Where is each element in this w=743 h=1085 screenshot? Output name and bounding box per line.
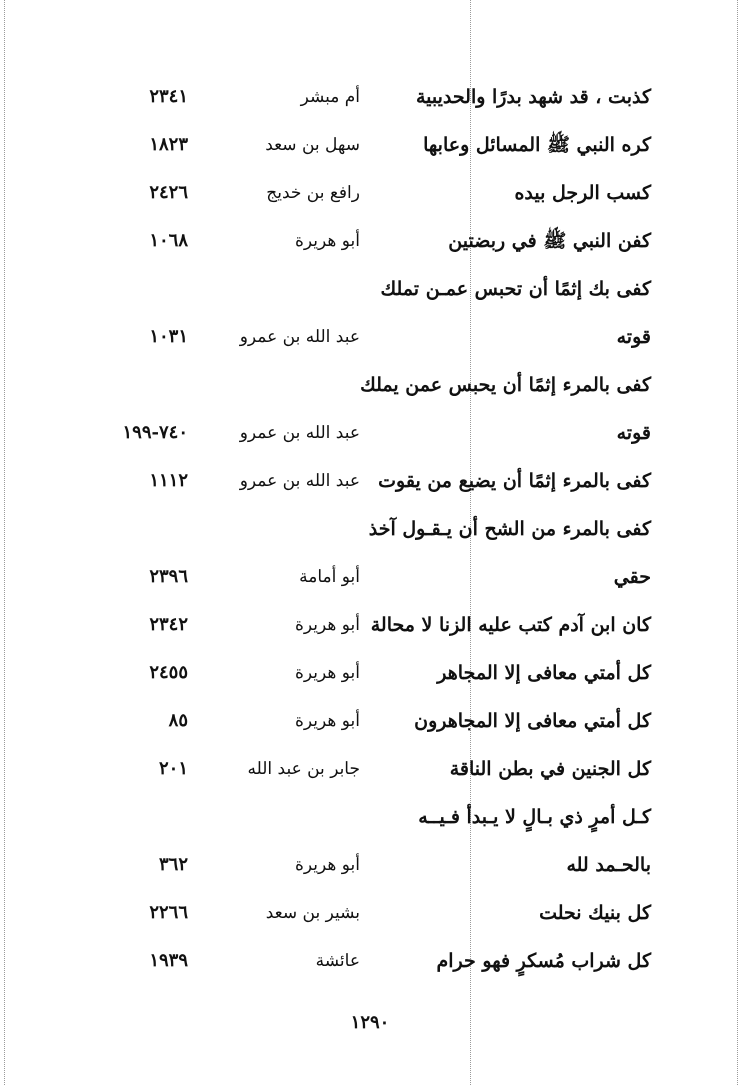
narrator-name: أبو هريرة xyxy=(294,231,360,251)
hadith-phrase: قوته xyxy=(616,326,651,348)
narrator-name: جابر بن عبد الله xyxy=(247,759,360,779)
index-entry xyxy=(0,841,743,889)
hadith-phrase: كـل أمرٍ ذي بـالٍ لا يـبدأ فـيــه xyxy=(418,806,651,828)
hadith-phrase: حقي xyxy=(613,566,651,588)
hadith-number: ٢٣٩٦ xyxy=(149,566,188,587)
hadith-phrase: كل الجنين في بطن الناقة xyxy=(449,758,651,780)
index-entry xyxy=(0,313,743,361)
hadith-number: ٨٥ xyxy=(168,710,188,731)
hadith-phrase: كفن النبي ﷺ في ربضتين xyxy=(448,230,651,252)
hadith-phrase: كفى بالمرء من الشح أن يـقـول آخذ xyxy=(368,518,651,540)
index-entry xyxy=(0,601,743,649)
hadith-number: ١٠٦٨ xyxy=(149,230,188,251)
hadith-phrase: كفى بالمرء إثمًا أن يضيع من يقوت xyxy=(378,470,651,492)
index-entry xyxy=(0,505,743,553)
hadith-number: ٢٢٦٦ xyxy=(149,902,188,923)
hadith-number: ٢٣٤١ xyxy=(149,86,188,107)
index-entry xyxy=(0,409,743,457)
hadith-number: ١٠٣١ xyxy=(149,326,188,347)
index-entry xyxy=(0,217,743,265)
narrator-name: بشير بن سعد xyxy=(265,903,360,923)
index-entry xyxy=(0,457,743,505)
narrator-name: أم مبشر xyxy=(300,87,360,107)
hadith-number: ٢٤٢٦ xyxy=(149,182,188,203)
hadith-number: ١٩٣٩ xyxy=(149,950,188,971)
index-entry xyxy=(0,937,743,985)
hadith-number: ١٨٢٣ xyxy=(149,134,188,155)
narrator-name: عبد الله بن عمرو xyxy=(239,327,360,347)
hadith-phrase: كسب الرجل بيده xyxy=(514,182,651,204)
narrator-name: أبو هريرة xyxy=(294,855,360,875)
narrator-name: أبو هريرة xyxy=(294,711,360,731)
narrator-name: أبو هريرة xyxy=(294,615,360,635)
narrator-name: عبد الله بن عمرو xyxy=(239,423,360,443)
page-number: ١٢٩٠ xyxy=(350,1012,390,1033)
index-entry xyxy=(0,697,743,745)
narrator-name: سهل بن سعد xyxy=(265,135,360,155)
index-entry xyxy=(0,553,743,601)
index-entry xyxy=(0,121,743,169)
index-entry xyxy=(0,361,743,409)
narrator-name: عبد الله بن عمرو xyxy=(239,471,360,491)
hadith-phrase: كل بنيك نحلت xyxy=(539,902,651,924)
hadith-phrase: كل أمتي معافى إلا المجاهر xyxy=(437,662,651,684)
narrator-name: رافع بن خديج xyxy=(266,183,360,203)
narrator-name: أبو هريرة xyxy=(294,663,360,683)
index-entry xyxy=(0,265,743,313)
hadith-phrase: قوته xyxy=(616,422,651,444)
index-entry xyxy=(0,649,743,697)
index-entry xyxy=(0,745,743,793)
index-entry xyxy=(0,793,743,841)
narrator-name: أبو أمامة xyxy=(299,567,360,587)
hadith-number: ٣٦٢ xyxy=(158,854,188,875)
index-entry xyxy=(0,889,743,937)
narrator-name: عائشة xyxy=(315,951,360,971)
hadith-phrase: كره النبي ﷺ المسائل وعابها xyxy=(423,134,651,156)
hadith-phrase: كفى بالمرء إثمًا أن يحبس عمن يملك xyxy=(360,374,651,396)
hadith-number: ٢٤٥٥ xyxy=(149,662,188,683)
hadith-number: ١١١٢ xyxy=(149,470,188,491)
hadith-phrase: كل شراب مُسكرٍ فهو حرام xyxy=(436,950,651,972)
hadith-phrase: كان ابن آدم كتب عليه الزنا لا محالة xyxy=(370,614,651,636)
hadith-number: ٢٠١ xyxy=(158,758,188,779)
hadith-number: ٢٣٤٢ xyxy=(149,614,188,635)
index-entry xyxy=(0,73,743,121)
hadith-number: ٧٤٠-١٩٩ xyxy=(122,422,188,443)
hadith-phrase: كذبت ، قد شهد بدرًا والحديبية xyxy=(415,86,651,108)
hadith-phrase: كفى بك إثمًا أن تحبس عمـن تملك xyxy=(380,278,651,300)
hadith-phrase: كل أمتي معافى إلا المجاهرون xyxy=(414,710,651,732)
hadith-phrase: بالحـمد لله xyxy=(566,854,651,876)
index-entry xyxy=(0,169,743,217)
